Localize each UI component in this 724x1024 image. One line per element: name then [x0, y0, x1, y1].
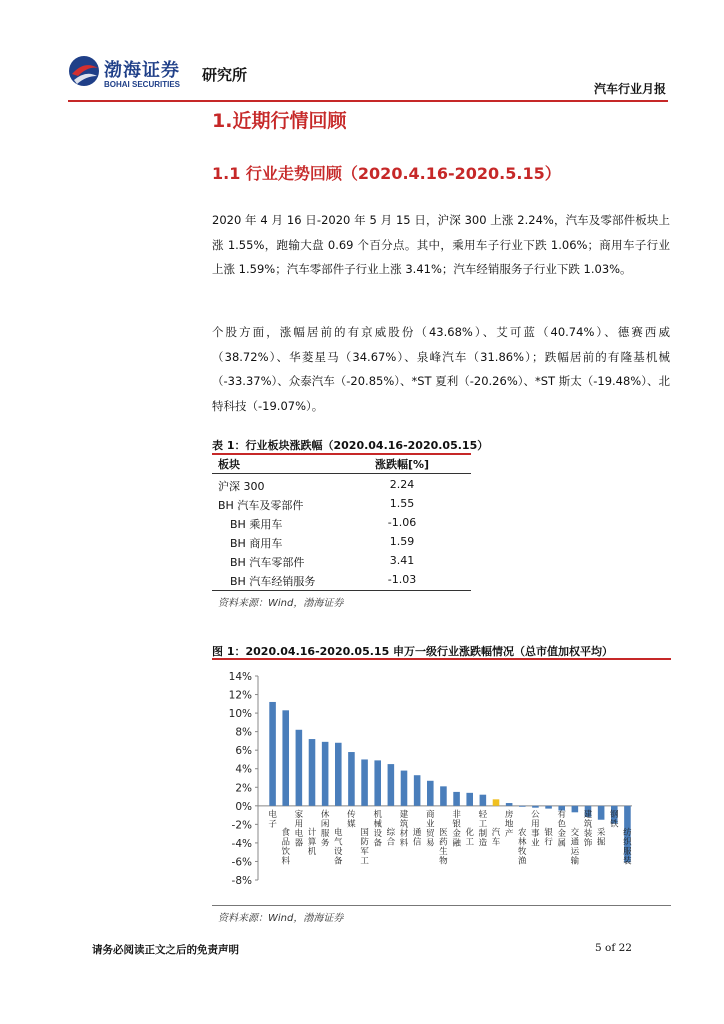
industry-change-bar-chart: [212, 662, 671, 902]
logo-english-name: BOHAI SECURITIES: [104, 80, 181, 89]
bar: [401, 771, 408, 806]
table-row-name: BH 汽车及零部件: [218, 499, 304, 512]
header-divider: [68, 100, 668, 102]
y-tick-label: 2%: [235, 782, 252, 795]
bar: [282, 710, 289, 806]
category-label: 房地产: [504, 809, 514, 839]
category-label: 轻工制造: [478, 809, 488, 849]
y-tick-label: 0%: [235, 800, 252, 813]
bar: [361, 759, 368, 805]
table-row-value: 3.41: [389, 554, 415, 567]
bar: [440, 786, 447, 805]
footer-disclaimer: 请务必阅读正文之后的免责声明: [92, 944, 239, 956]
category-label: 商业贸易: [426, 809, 435, 849]
category-label: 建筑材料: [399, 809, 409, 849]
y-tick-label: 6%: [235, 745, 252, 758]
category-label: 传媒: [347, 809, 356, 830]
bar: [598, 806, 605, 820]
category-label: 机械设备: [373, 809, 382, 849]
figure-title: 图 1：2020.04.16-2020.05.15 申万一级行业涨跌幅情况（总市值加权平均）: [212, 645, 614, 658]
page-number: 5 of 22: [595, 942, 632, 954]
category-label: 休闲服务: [320, 809, 330, 849]
y-tick-label: 4%: [235, 763, 252, 776]
figure-source: 资料来源：Wind，渤海证券: [218, 913, 344, 924]
bar: [519, 806, 526, 807]
table-header-sector: 板块: [218, 458, 240, 471]
table-header-change: 涨跌幅[%]: [374, 458, 430, 471]
table-row-name: BH 商用车: [230, 537, 283, 550]
bar: [348, 752, 355, 806]
institute-name: 研究所: [202, 66, 248, 84]
bar: [572, 806, 579, 812]
table-row-name: BH 汽车经销服务: [230, 575, 316, 588]
y-tick-label: 14%: [228, 671, 252, 683]
category-label: 化工: [465, 827, 474, 848]
table-header-rule: [212, 473, 471, 474]
y-tick-label: -8%: [231, 875, 252, 887]
category-label: 银行: [544, 827, 553, 848]
bar: [453, 792, 460, 806]
table-source: 资料来源：Wind，渤海证券: [218, 598, 344, 609]
bar: [414, 775, 421, 806]
bar: [545, 806, 552, 809]
table-row-value: 2.24: [389, 478, 415, 491]
bar: [427, 781, 434, 806]
category-label: 建筑装饰: [583, 809, 593, 849]
category-label: 食品饮料: [281, 827, 290, 867]
y-tick-label: 8%: [235, 726, 252, 739]
category-label: 电气设备: [334, 827, 343, 867]
category-label: 纺织服装: [623, 827, 632, 867]
bar: [322, 742, 329, 806]
subsection-heading: 1.1 行业走势回顾（2020.4.16-2020.5.15）: [212, 164, 561, 183]
table-title: 表 1：行业板块涨跌幅（2020.04.16-2020.05.15）: [212, 439, 489, 452]
category-label: 交通运输: [570, 827, 580, 867]
table-row-name: BH 乘用车: [230, 518, 283, 531]
stock-movers-paragraph: 个股方面，涨幅居前的有京威股份（43.68%）、艾可蓝（40.74%）、德赛西威（38.72%）、华菱星马（34.67%）、泉峰汽车（31.86%）；跌幅居前的有隆基机械（-33.37%）、众泰汽车（-20.85%）、*ST 夏利（-20.26%）、*ST 斯太（-19.48%）、北特科技（-19.07%）。: [212, 325, 670, 413]
y-tick-label: 12%: [228, 689, 252, 702]
bar: [309, 739, 316, 806]
category-label: 汽车: [491, 827, 501, 848]
category-label: 计算机: [307, 827, 317, 857]
category-label: 电子: [268, 809, 277, 830]
table-row-name: BH 汽车零部件: [230, 556, 305, 569]
bar: [388, 764, 395, 806]
y-tick-label: -2%: [231, 819, 252, 832]
category-label: 非银金融: [452, 809, 461, 849]
category-label: 国防军工: [360, 827, 369, 867]
bar: [506, 803, 513, 806]
table-top-rule: [212, 453, 471, 455]
bar: [532, 806, 539, 808]
figure-top-rule: [212, 658, 671, 660]
category-label: 农林牧渔: [518, 827, 527, 867]
market-review-paragraph: 2020 年 4 月 16 日-2020 年 5 月 15 日，沪深 300 上涨 2.24%，汽车及零部件板块上涨 1.55%，跑输大盘 0.69 个百分点。其中，乘用车子行业下跌 1.06%；商用车子行业上涨 1.59%；汽车零部件子行业上涨 3.41%；汽车经销服务子行业下跌 1.03%。: [212, 213, 670, 276]
category-label: 医药生物: [439, 827, 448, 867]
table-bottom-rule: [212, 590, 471, 591]
section-heading: 1.近期行情回顾: [212, 110, 347, 132]
table-row-value: 1.55: [389, 497, 415, 510]
bar: [466, 793, 473, 806]
report-type: 汽车行业月报: [593, 82, 666, 96]
bar: [480, 795, 487, 806]
category-label: 采掘: [596, 827, 606, 848]
bar: [374, 760, 381, 805]
category-label: 有色金属: [557, 809, 566, 849]
category-label: 家用电器: [294, 809, 304, 849]
y-tick-label: -4%: [231, 837, 252, 850]
bohai-logo-icon: [68, 54, 100, 88]
bar: [269, 702, 276, 806]
bar: [493, 799, 500, 805]
category-label: 钢铁: [610, 809, 619, 830]
category-label: 公用事业: [531, 809, 540, 849]
category-label: 通信: [412, 827, 422, 848]
table-row-value: -1.03: [387, 573, 417, 586]
logo-chinese-name: 渤海证券: [104, 60, 180, 81]
figure-bottom-rule: [212, 905, 671, 906]
y-tick-label: -6%: [231, 856, 252, 869]
bar: [335, 743, 342, 806]
bar: [296, 730, 303, 806]
table-row-name: 沪深 300: [218, 480, 265, 493]
table-row-value: -1.06: [387, 516, 417, 529]
table-row-value: 1.59: [389, 535, 415, 548]
category-label: 综合: [386, 827, 396, 848]
y-tick-label: 10%: [228, 708, 252, 721]
